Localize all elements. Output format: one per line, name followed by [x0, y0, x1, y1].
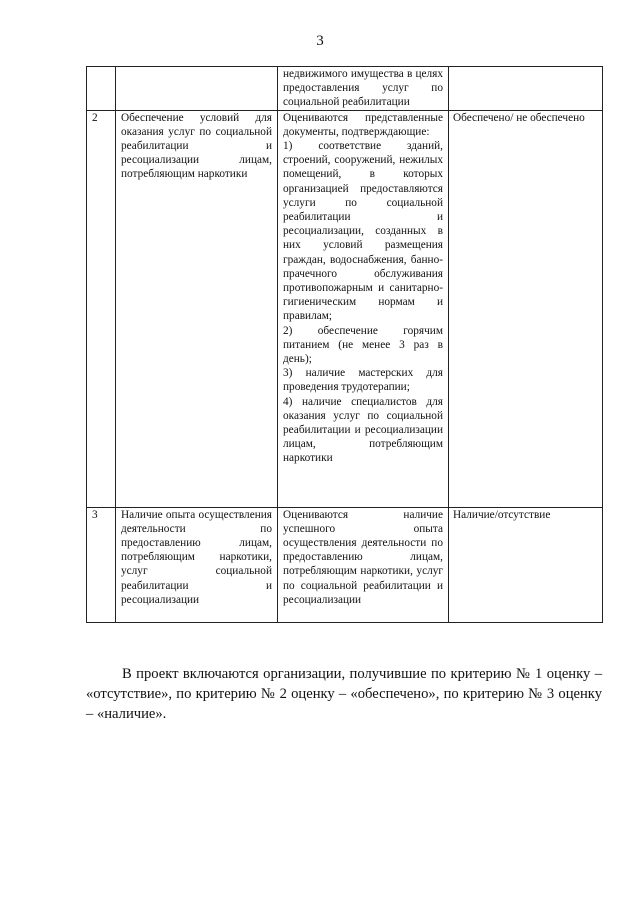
evaluation-text: Оцениваются представленные документы, подтверждающие: — [283, 111, 443, 138]
criterion-number — [87, 67, 116, 111]
criterion-name — [116, 67, 278, 111]
evaluation-text: Оцениваются наличие успешного опыта осуществления деятельности по предоставлению лицам, потребляющим наркотики, услуг по социальной реабилитации и ресоциализации — [283, 508, 443, 606]
evaluation-method — [278, 507, 449, 622]
criteria-table — [86, 66, 603, 623]
evaluation-item: 1) соответствие зданий, строений, сооружений, нежилых помещений, в которых организацией предоставляются услуги по социальной реабилитации и ресоциализации, созданных в них условий размещения граждан, водоснабжения, банно-прачечного обслуживания противопожарным и санитарно-гигиеническим нормам и правилам; — [283, 140, 443, 323]
evaluation-item: 2) обеспечение горячим питанием (не менее 3 раз в день); — [283, 324, 443, 366]
conclusion-paragraph: В проект включаются организации, получившие по критерию № 1 оценку – «отсутствие», по критерию № 2 оценку – «обеспечено», по критерию № 3 оценку – «наличие». — [86, 665, 602, 722]
evaluation-result — [449, 67, 603, 111]
evaluation-method — [278, 67, 449, 111]
table-row — [87, 507, 603, 622]
criterion-name: Обеспечение условий для оказания услуг по социальной реабилитации и ресоциализации лицам, потребляющим наркотики — [116, 110, 278, 507]
page-number: 3 — [316, 33, 324, 49]
evaluation-result: Обеспечено/ не обеспечено — [449, 110, 603, 507]
evaluation-result: Наличие/отсутствие — [449, 507, 603, 622]
criterion-number: 3 — [87, 507, 116, 622]
table-row — [87, 67, 603, 111]
table-row — [87, 110, 603, 507]
evaluation-item: 3) наличие мастерских для проведения трудотерапии; — [283, 367, 443, 394]
evaluation-text: недвижимого имущества в целях предоставления услуг по социальной реабилитации — [283, 68, 443, 109]
criterion-name: Наличие опыта осуществления деятельности по предоставлению лицам, потребляющим наркотики, услуг социальной реабилитации и ресоциализации — [116, 507, 278, 622]
evaluation-item: 4) наличие специалистов для оказания услуг по социальной реабилитации и ресоциализации лицам, потребляющим наркотики — [283, 395, 443, 465]
criterion-number: 2 — [87, 110, 116, 507]
evaluation-method — [278, 110, 449, 507]
